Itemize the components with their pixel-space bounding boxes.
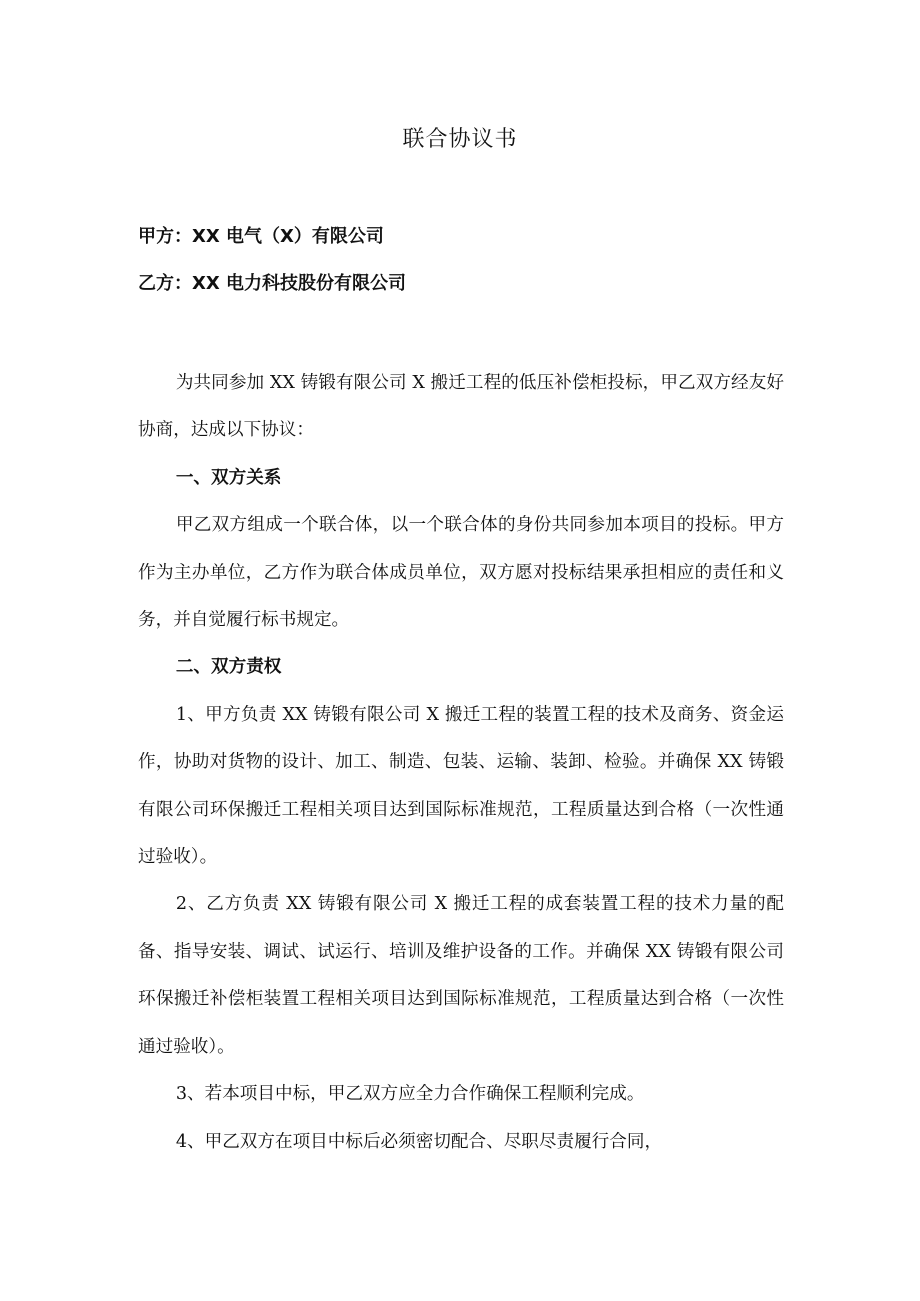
responsibility-item-2: 2、乙方负责 XX 铸锻有限公司 X 搬迁工程的成套装置工程的技术力量的配备、指导安装、调试、试运行、培训及维护设备的工作。并确保 XX 铸锻有限公司环保搬迁补偿柜装置工程相关项目达到国际标准规范，工程质量达到合格（一次性通过验收）。 <box>138 894 784 1057</box>
section-heading-responsibilities: 二、双方责权 <box>175 657 282 678</box>
responsibility-item-3: 3、若本项目中标，甲乙双方应全力合作确保工程顺利完成。 <box>175 1084 645 1105</box>
section-heading-relationship: 一、双方关系 <box>175 467 282 488</box>
responsibility-item-4: 4、甲乙双方在项目中标后必须密切配合、尽职尽责履行合同， <box>175 1131 663 1152</box>
party-b: 乙方：XX 电力科技股份有限公司 <box>138 273 407 294</box>
responsibility-item-1: 1、甲方负责 XX 铸锻有限公司 X 搬迁工程的装置工程的技术及商务、资金运作，协助对货物的设计、加工、制造、包装、运输、装卸、检验。并确保 XX 铸锻有限公司环保搬迁工程相关项目达到国际标准规范，工程质量达到合格（一次性通过验收）。 <box>138 704 784 868</box>
relationship-paragraph: 甲乙双方组成一个联合体，以一个联合体的身份共同参加本项目的投标。甲方作为主办单位，乙方作为联合体成员单位，双方愿对投标结果承担相应的责任和义务，并自觉履行标书规定。 <box>138 515 784 631</box>
agreement-body <box>138 360 784 1166</box>
party-a: 甲方：XX 电气（X）有限公司 <box>138 226 384 247</box>
intro-paragraph: 为共同参加 XX 铸锻有限公司 X 搬迁工程的低压补偿柜投标，甲乙双方经友好协商，达成以下协议： <box>138 373 784 441</box>
document-title: 联合协议书 <box>402 127 518 152</box>
